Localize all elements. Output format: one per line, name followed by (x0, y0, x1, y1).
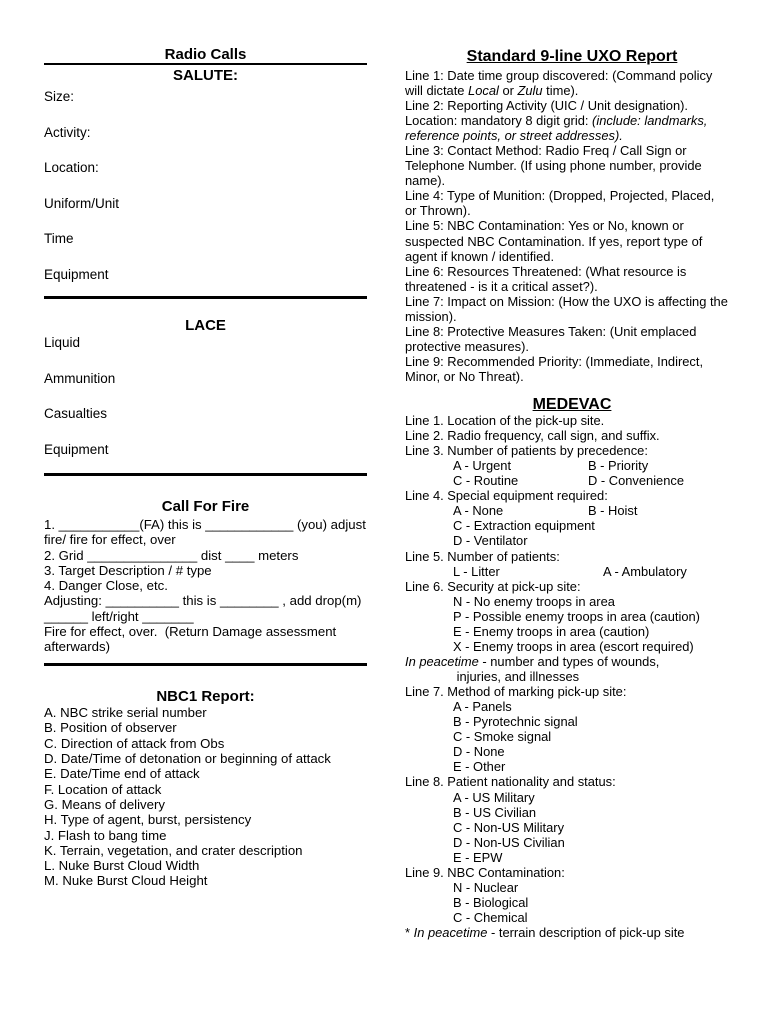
text-line: E - Enemy troops in area (caution) (453, 623, 650, 639)
text-line: A - US Military (453, 789, 535, 805)
text-line: protective measures). (405, 338, 529, 354)
option-left: A - Urgent (453, 458, 512, 474)
text-line: threatened - is it a critical asset?). (405, 278, 598, 294)
text-line: N - No enemy troops in area (453, 593, 615, 609)
text-line: H. Type of agent, burst, persistency (44, 812, 252, 828)
text-line: Line 4: Type of Munition: (Dropped, Projected, Placed, (405, 188, 715, 204)
option-right: B - Priority (588, 458, 649, 474)
text-line: Line 6. Security at pick-up site: (405, 578, 581, 594)
uxo-report-lines (405, 68, 739, 384)
text-line: Adjusting: __________ this is ________ , add drop(m) (44, 593, 362, 609)
text-line: Fire for effect, over. (Return Damage assessment (44, 624, 337, 640)
text-line: or Thrown). (405, 203, 471, 219)
text-line: name). (405, 173, 446, 189)
text-segment: will dictate (405, 83, 469, 99)
text-line: D - Ventilator (453, 533, 528, 549)
text-line: 4. Danger Close, etc. (44, 578, 168, 594)
salute-item-list (44, 89, 367, 282)
radio-calls-title: Radio Calls (164, 46, 247, 63)
text-line: Line 3: Contact Method: Radio Freq / Call Sign or (405, 143, 687, 159)
uxo-report-title: Standard 9-line UXO Report (466, 48, 678, 65)
text-line: Line 5: NBC Contamination: Yes or No, known or (405, 218, 684, 234)
text-line: Minor, or No Threat). (405, 368, 524, 384)
option-right: D - Convenience (588, 473, 685, 489)
text-line: B - Pyrotechnic signal (453, 714, 578, 730)
salute-title: SALUTE: (173, 67, 238, 84)
option-right: B - Hoist (588, 503, 638, 519)
section-divider (44, 473, 367, 476)
text-line (405, 654, 739, 669)
medevac-title: MEDEVAC (532, 395, 612, 413)
text-line: M. Nuke Burst Cloud Height (44, 873, 208, 889)
text-segment: time). (542, 83, 579, 99)
right-column (405, 40, 739, 940)
text-line: Casualties (44, 406, 108, 421)
text-line: X - Enemy troops in area (escort required) (453, 638, 694, 654)
text-line (405, 564, 739, 579)
text-line: agent if known / identified. (405, 248, 555, 264)
text-line: Line 5. Number of patients: (405, 548, 560, 564)
text-line: A - Panels (453, 699, 512, 715)
text-line: Line 2: Reporting Activity (UIC / Unit designation). (405, 98, 689, 114)
text-segment: - number and types of wounds, (478, 653, 660, 669)
text-segment: - terrain description of pick-up site (487, 925, 685, 941)
section-divider (44, 663, 367, 666)
text-line: F. Location of attack (44, 781, 162, 797)
text-line: Line 7. Method of marking pick-up site: (405, 684, 627, 700)
text-line: suspected NBC Contamination. If yes, report type of (405, 233, 703, 249)
italic-text: Zulu (517, 83, 543, 99)
text-line: K. Terrain, vegetation, and crater description (44, 842, 303, 858)
text-line: N - Nuclear (453, 879, 519, 895)
text-line: B. Position of observer (44, 720, 177, 736)
text-line: Uniform/Unit (44, 195, 120, 211)
text-line: E - Other (453, 759, 506, 775)
text-line (405, 458, 739, 473)
text-line: 3. Target Description / # type (44, 562, 212, 578)
text-line: Equipment (44, 441, 109, 457)
text-line: Line 8. Patient nationality and status: (405, 774, 616, 790)
text-line: Liquid (44, 335, 81, 350)
nbc1-report-title: NBC1 Report: (156, 688, 255, 706)
text-line (405, 503, 739, 518)
text-line: J. Flash to bang time (44, 827, 167, 843)
text-line: C - Non-US Military (453, 819, 565, 835)
text-line: L. Nuke Burst Cloud Width (44, 858, 200, 874)
text-line: Line 8: Protective Measures Taken: (Unit emplaced (405, 323, 697, 339)
text-line: Line 4. Special equipment required: (405, 488, 608, 504)
text-segment: or (498, 83, 518, 99)
left-column (44, 40, 367, 889)
text-line: C - Smoke signal (453, 729, 552, 745)
text-line: ______ left/right _______ (44, 608, 194, 624)
text-line: Line 2. Radio frequency, call sign, and suffix. (405, 428, 660, 444)
text-line (405, 113, 739, 128)
call-for-fire-lines (44, 517, 367, 655)
text-line: B - US Civilian (453, 804, 537, 820)
call-for-fire-title: Call For Fire (161, 498, 250, 515)
text-line (405, 83, 739, 98)
text-line: C - Extraction equipment (453, 518, 595, 534)
text-segment: * (405, 925, 414, 941)
text-line: injuries, and illnesses (453, 669, 580, 685)
text-line: Line 3. Number of patients by precedence: (405, 443, 648, 459)
text-line: C - Chemical (453, 910, 528, 926)
italic-text: (include: landmarks, (592, 113, 708, 129)
lace-title: LACE (185, 317, 226, 334)
text-line: Telephone Number. (If using phone number, provide (405, 158, 702, 174)
nbc1-report-lines (44, 705, 367, 889)
section-divider (44, 296, 367, 299)
text-line: E - EPW (453, 849, 503, 865)
text-line: 1. ___________(FA) this is ____________ (you) adjust (44, 517, 366, 532)
text-line: Activity: (44, 124, 91, 140)
text-line: fire/ fire for effect, over (44, 532, 176, 548)
text-line: Line 6: Resources Threatened: (What resource is (405, 263, 687, 279)
section-divider (44, 63, 367, 65)
medevac-lines (405, 413, 739, 940)
text-line: afterwards) (44, 639, 110, 655)
lace-item-list (44, 335, 367, 457)
italic-text: In peacetime (413, 925, 488, 941)
text-line: D - Non-US Civilian (453, 834, 565, 850)
text-line: Time (44, 231, 74, 246)
text-line: P - Possible enemy troops in area (caution) (453, 608, 700, 624)
text-line (405, 473, 739, 488)
text-line: Line 1. Location of the pick-up site. (405, 412, 605, 428)
italic-text: In peacetime (405, 653, 479, 669)
text-line: 2. Grid _______________ dist ____ meters (44, 547, 299, 563)
option-left: L - Litter (453, 563, 500, 579)
text-segment: Location: mandatory 8 digit grid: (405, 113, 593, 129)
text-line: C. Direction of attack from Obs (44, 735, 225, 751)
text-line: G. Means of delivery (44, 796, 165, 812)
text-line: Size: (44, 89, 75, 104)
text-line (405, 925, 739, 940)
option-left: A - None (453, 503, 504, 519)
text-line: D. Date/Time of detonation or beginning of attack (44, 751, 331, 767)
text-line: mission). (405, 308, 457, 324)
option-right: A - Ambulatory (603, 563, 687, 579)
text-line: Line 9. NBC Contamination: (405, 864, 565, 880)
text-line: D - None (453, 744, 505, 760)
text-line: Location: (44, 160, 99, 175)
text-line: Ammunition (44, 370, 116, 386)
text-line (405, 128, 739, 143)
text-line: Equipment (44, 266, 109, 282)
italic-text: reference points, or street addresses). (405, 128, 623, 144)
text-line: Line 7: Impact on Mission: (How the UXO is affecting the (405, 293, 728, 309)
text-line: B - Biological (453, 894, 529, 910)
option-left: C - Routine (453, 473, 519, 489)
text-line: Line 1: Date time group discovered: (Command policy (405, 68, 713, 83)
text-line: Line 9: Recommended Priority: (Immediate, Indirect, (405, 353, 704, 369)
italic-text: Local (468, 83, 499, 99)
text-line: E. Date/Time end of attack (44, 766, 200, 782)
text-line: A. NBC strike serial number (44, 705, 207, 721)
